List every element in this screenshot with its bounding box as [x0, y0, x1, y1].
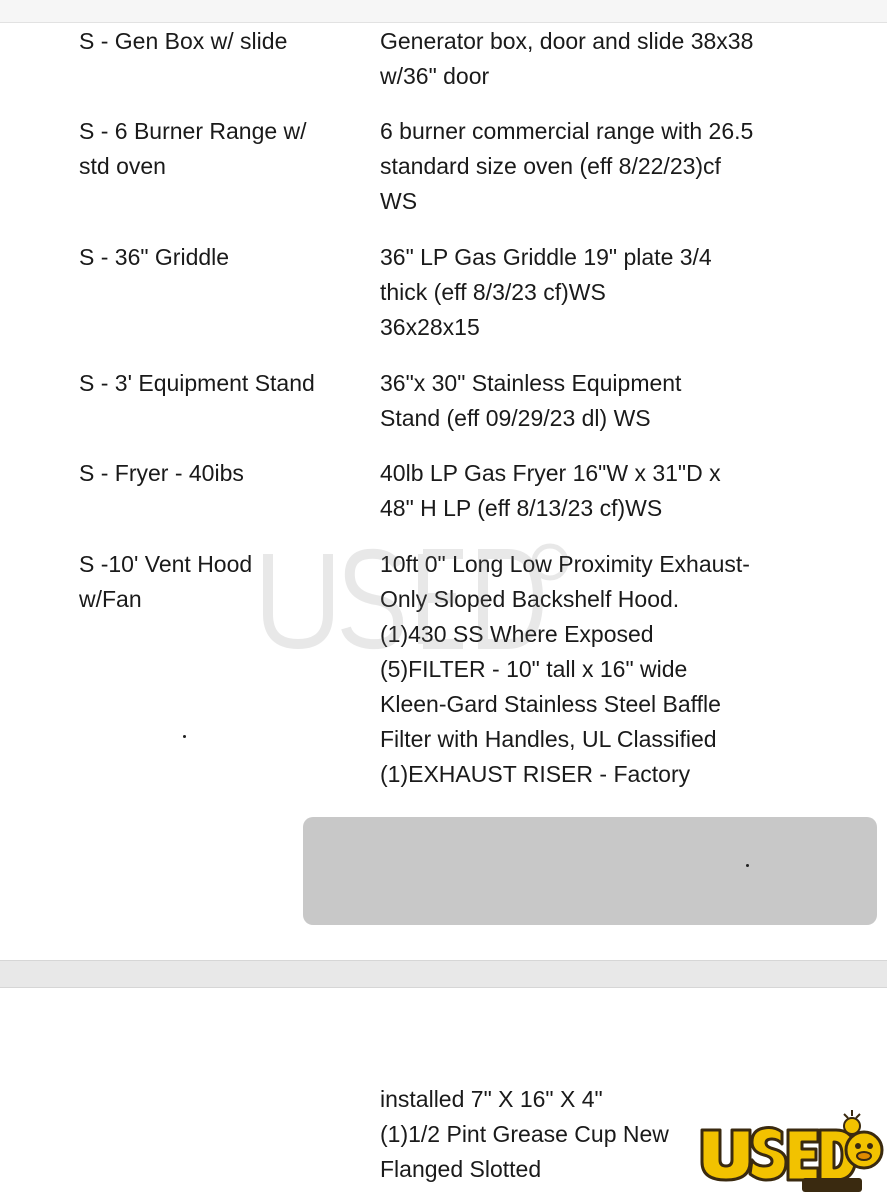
redacted-gray-box: [303, 817, 877, 925]
continued-line: (1)1/2 Pint Grease Cup New: [380, 1121, 669, 1147]
item-name-line: std oven: [79, 153, 166, 179]
item-name-line: S - 3' Equipment Stand: [79, 370, 315, 396]
item-desc-line: (5)FILTER - 10" tall x 16" wide: [380, 656, 688, 682]
item-desc-line: 6 burner commercial range with 26.5: [380, 118, 754, 144]
item-name-line: S - 6 Burner Range w/: [79, 118, 307, 144]
item-desc-line: 48" H LP (eff 8/13/23 cf)WS: [380, 495, 663, 521]
item-name: [79, 456, 369, 491]
continued-description: [380, 1082, 669, 1187]
item-desc-line: WS: [380, 188, 418, 214]
item-desc-line: standard size oven (eff 8/22/23)cf: [380, 153, 721, 179]
item-description: [380, 24, 850, 94]
item-description: [380, 456, 850, 526]
item-desc-line: w/36" door: [380, 63, 490, 89]
item-desc-line: Kleen-Gard Stainless Steel Baffle: [380, 691, 721, 717]
item-description: [380, 114, 850, 219]
page-break-divider: [0, 960, 887, 988]
item-desc-line: 36" LP Gas Griddle 19" plate 3/4: [380, 244, 712, 270]
item-desc-line: 40lb LP Gas Fryer 16"W x 31"D x: [380, 460, 721, 486]
item-name-line: w/Fan: [79, 586, 142, 612]
item-desc-line: (1)EXHAUST RISER - Factory: [380, 761, 691, 787]
stray-dot: [183, 735, 186, 738]
stray-dot: [746, 864, 749, 867]
top-page-edge: [0, 0, 887, 23]
item-desc-line: Filter with Handles, UL Classified: [380, 726, 717, 752]
item-description: [380, 547, 850, 792]
item-desc-line: Only Sloped Backshelf Hood.: [380, 586, 680, 612]
item-desc-line: Generator box, door and slide 38x38: [380, 28, 754, 54]
continued-line: Flanged Slotted: [380, 1156, 542, 1182]
item-name-line: S - Fryer - 40ibs: [79, 460, 244, 486]
item-description: [380, 366, 850, 436]
item-name-line: S -10' Vent Hood: [79, 551, 253, 577]
item-name: [79, 240, 369, 275]
continued-line: installed 7" X 16" X 4": [380, 1086, 603, 1112]
item-desc-line: 36"x 30" Stainless Equipment: [380, 370, 682, 396]
item-desc-line: 36x28x15: [380, 314, 480, 340]
item-name: [79, 366, 369, 401]
item-description: [380, 240, 850, 345]
item-name-line: S - 36" Griddle: [79, 244, 230, 270]
item-name: [79, 547, 369, 617]
item-desc-line: thick (eff 8/3/23 cf)WS: [380, 279, 606, 305]
used-vending-logo-icon: [698, 1108, 884, 1194]
item-desc-line: (1)430 SS Where Exposed: [380, 621, 654, 647]
item-desc-line: Stand (eff 09/29/23 dl) WS: [380, 405, 651, 431]
item-name-line: S - Gen Box w/ slide: [79, 28, 288, 54]
item-name: [79, 24, 369, 59]
item-desc-line: 10ft 0" Long Low Proximity Exhaust-: [380, 551, 750, 577]
item-name: [79, 114, 369, 184]
